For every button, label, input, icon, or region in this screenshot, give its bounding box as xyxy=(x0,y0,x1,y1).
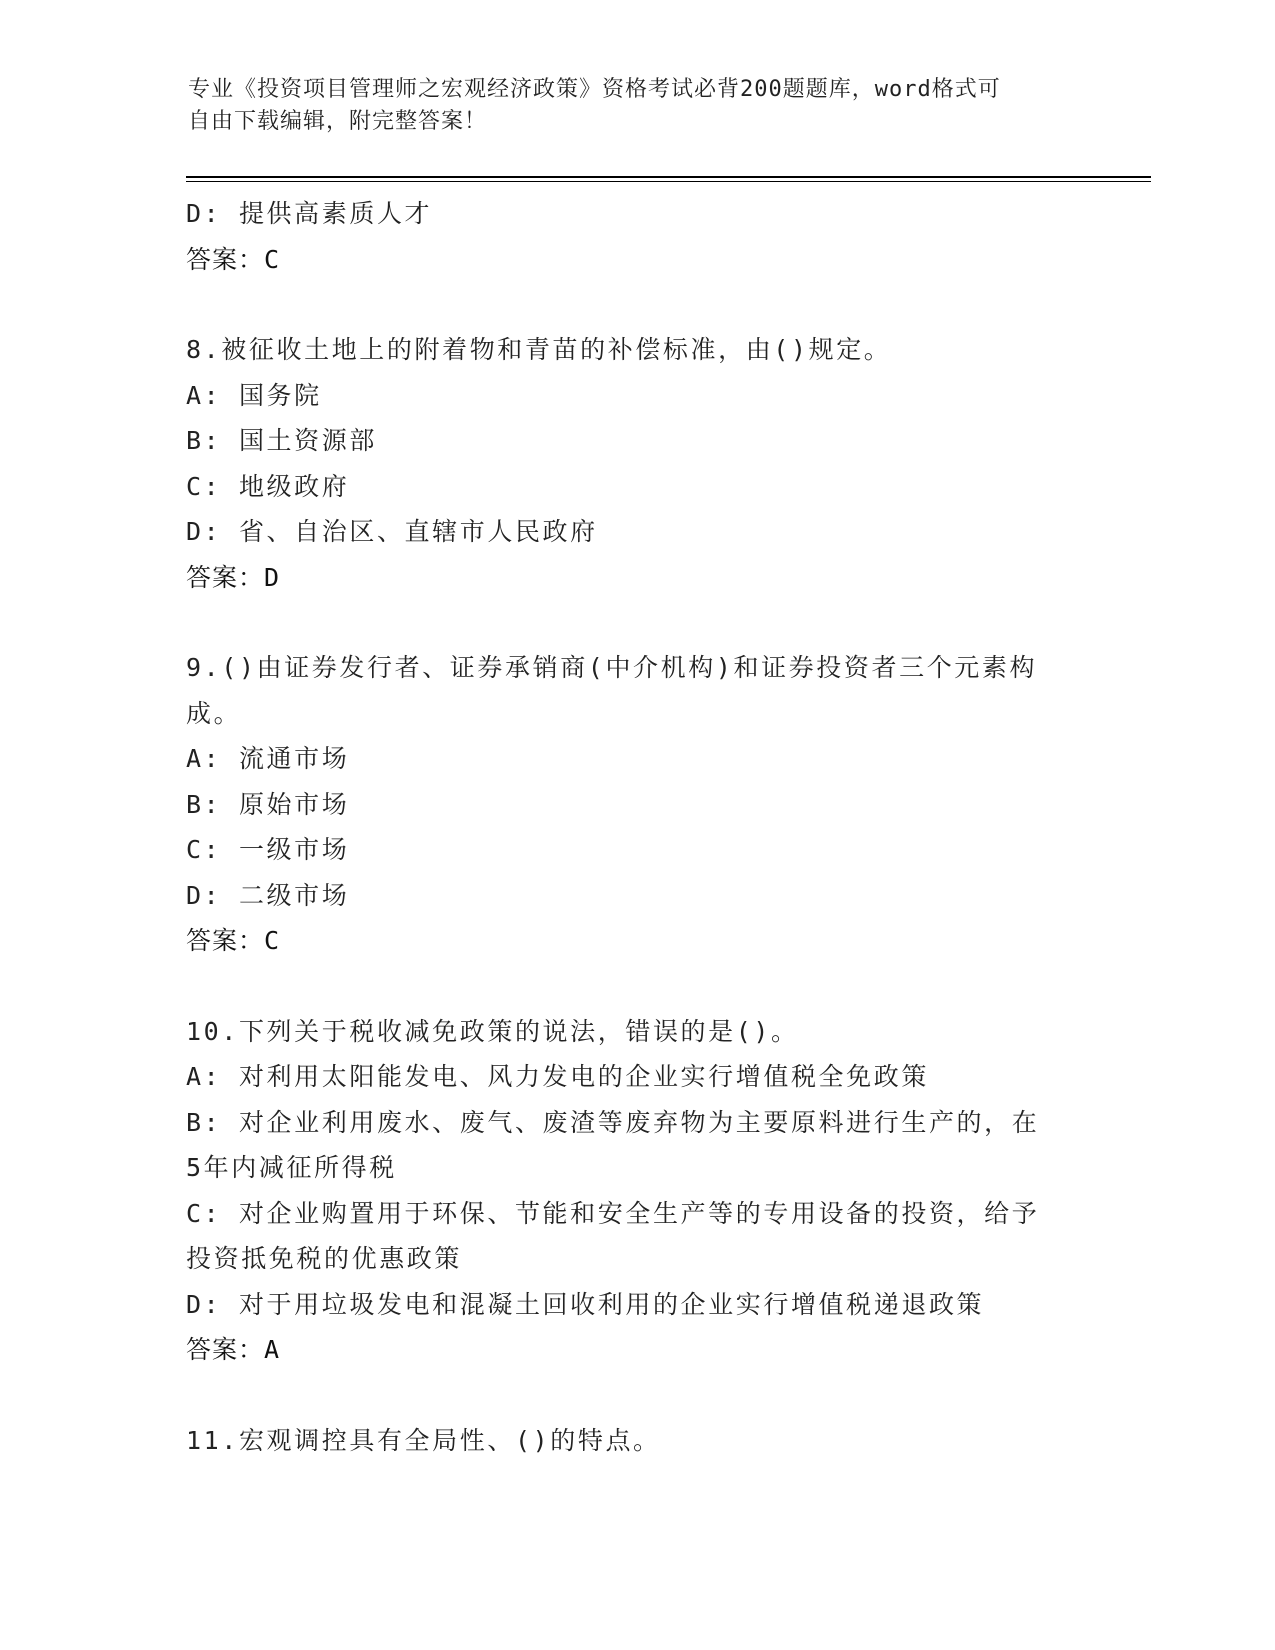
option-a: A: 流通市场 xyxy=(186,744,350,773)
question-text: 8.被征收土地上的附着物和青苗的补偿标准，由()规定。 xyxy=(186,335,892,364)
answer-line: 答案：C xyxy=(186,244,281,274)
option-a: A: 对利用太阳能发电、风力发电的企业实行增值税全免政策 xyxy=(186,1062,929,1091)
spacer xyxy=(186,964,1086,1009)
question-10 xyxy=(186,1009,1086,1373)
question-content xyxy=(186,191,1086,1463)
answer-line: 答案：A xyxy=(186,1335,281,1364)
option-c-continued: 投资抵免税的优惠政策 xyxy=(186,1244,463,1273)
option-b: B: 国土资源部 xyxy=(186,426,377,455)
answer-line: 答案：C xyxy=(186,926,281,955)
question-8 xyxy=(186,327,1086,600)
question-text: 11.宏观调控具有全局性、()的特点。 xyxy=(186,1425,661,1455)
header-line-2: 自由下载编辑，附完整答案！ xyxy=(188,109,488,134)
option-d: D: 对于用垃圾发电和混凝土回收利用的企业实行增值税递退政策 xyxy=(186,1289,985,1319)
header-rule-thin xyxy=(186,181,1151,182)
option-b: B: 对企业利用废水、废气、废渣等废弃物为主要原料进行生产的，在 xyxy=(186,1107,1040,1137)
option-b-continued: 5年内减征所得税 xyxy=(186,1153,397,1182)
question-text: 9.()由证券发行者、证券承销商(中介机构)和证券投资者三个元素构 xyxy=(186,653,1038,682)
header-rule-thick xyxy=(186,176,1151,178)
question-text-continued: 成。 xyxy=(186,698,242,728)
question-9 xyxy=(186,645,1086,964)
option-a: A: 国务院 xyxy=(186,380,322,410)
spacer xyxy=(186,1373,1086,1418)
question-11 xyxy=(186,1418,1086,1464)
spacer xyxy=(186,282,1086,327)
option-c: C: 对企业购置用于环保、节能和安全生产等的专用设备的投资，给予 xyxy=(186,1198,1040,1228)
option-d: D: 二级市场 xyxy=(186,880,350,910)
question-text: 10.下列关于税收减免政策的说法，错误的是()。 xyxy=(186,1016,799,1046)
spacer xyxy=(186,600,1086,645)
page-header xyxy=(188,74,1068,138)
previous-question-tail xyxy=(186,191,1086,282)
option-d: D: 省、自治区、直辖市人民政府 xyxy=(186,517,598,546)
option-c: C: 地级政府 xyxy=(186,471,350,501)
option-d: D: 提供高素质人才 xyxy=(186,199,433,228)
option-b: B: 原始市场 xyxy=(186,789,350,819)
answer-line: 答案：D xyxy=(186,562,281,592)
option-c: C: 一级市场 xyxy=(186,835,350,864)
header-line-1: 专业《投资项目管理师之宏观经济政策》资格考试必背200题题库，word格式可 xyxy=(188,77,1001,102)
